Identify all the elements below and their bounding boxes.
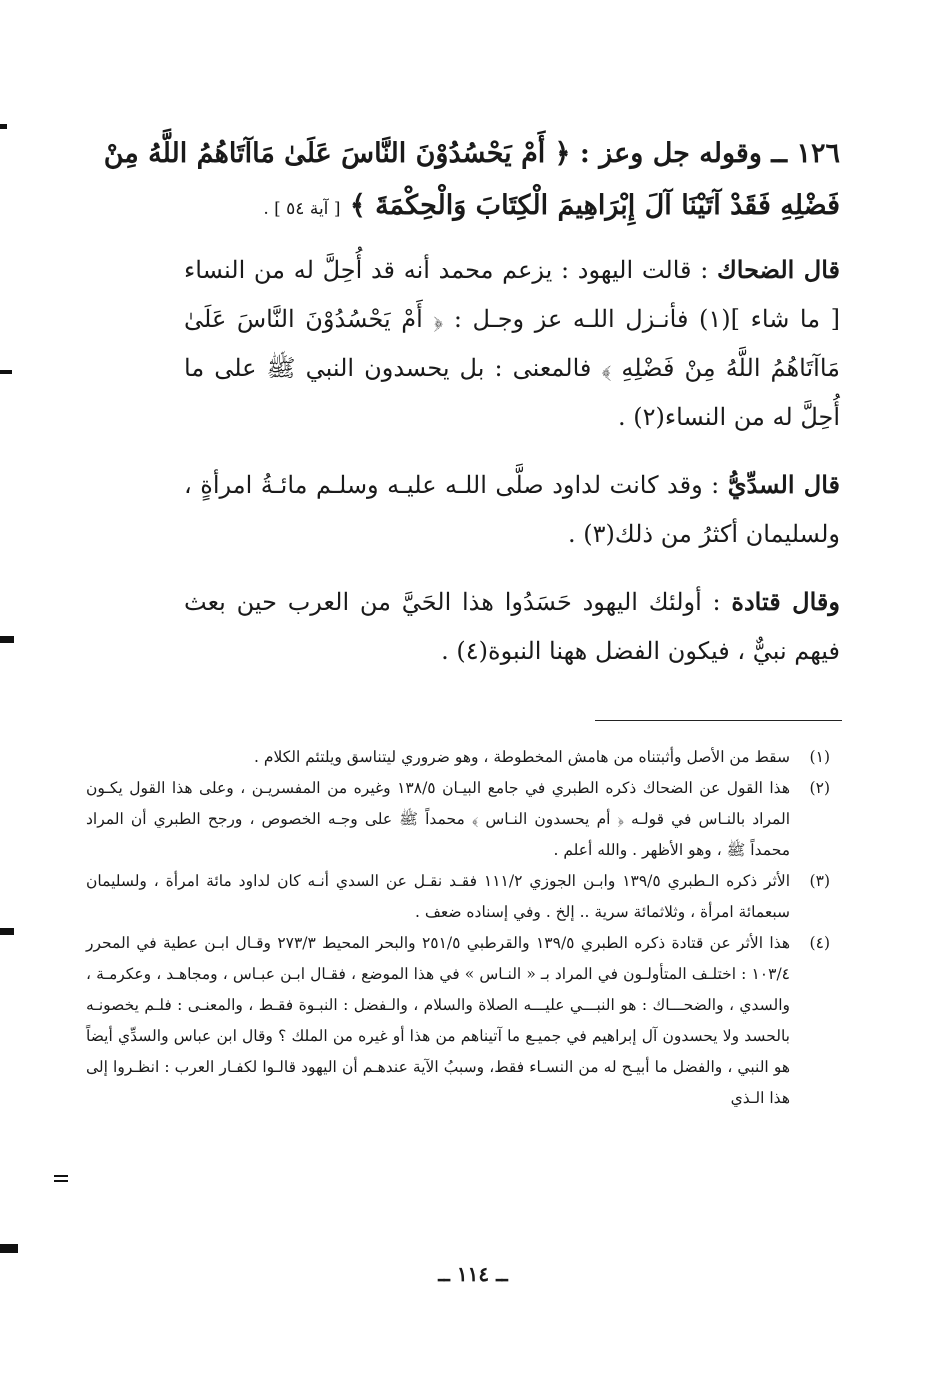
speaker-name: قال الضحاك xyxy=(716,255,840,284)
paragraph-text: : وقد كانت لداود صلَّى اللـه عليـه وسلـم مائـةُ امرأةٍ ، ولسليمان أكثرُ من ذلك(٣) . xyxy=(184,471,840,548)
footnote-text: هذا الأثر عن قتادة ذكره الطبري ١٣٩/٥ والقرطبي ٢٥١/٥ والبحر المحيط ٢٧٣/٣ وقـال ابـن عطية في المحرر ١٠٣/٤ : اختلـف المتأولـون في المراد بـ « النـاس » في هذا الموضع ، فقـال ابـن عبـاس ، ومجاهـد ، وعكرمـة ، والسدي ، والضحـــاك : هو النبـــي عليـــه الصلاة والسلام ، والـفضل : النبـوة فقـط ، والمعنـى : فلـم يخصونـه بالحسد ولا يحسدون آل إبراهيم في جميـع ما آتيناهم من هذا أو غيره من الملك ؟ وقال ابن عباس والسدِّي أيضاً هو النبي ، والفضل ما أبيـح له من النسـاء فقط، وسببُ الآية عندهـم أن اليهود قالـوا لكفـار العرب : انظـروا إلى هذا الـذي xyxy=(86,934,790,1107)
paragraph-text: : أولئك اليهود حَسَدُوا هذا الحَيَّ من العرب حين بعث فيهم نبيٌّ ، فيكون الفضل ههنا النبوة(٤) . xyxy=(184,588,840,665)
scan-mark xyxy=(0,124,7,129)
main-text xyxy=(80,128,840,694)
footnote xyxy=(86,866,830,928)
verse-reference: [ آية ٥٤ ] . xyxy=(263,199,341,219)
scan-mark xyxy=(0,928,14,935)
footnote xyxy=(86,928,830,1114)
heading-entry xyxy=(80,128,840,235)
page-number: ــ ١١٤ ــ xyxy=(438,1262,508,1286)
footnote xyxy=(86,773,830,866)
paragraph-dahhak xyxy=(80,245,840,442)
speaker-name: قال السدِّيُّ xyxy=(727,470,840,499)
footnotes xyxy=(86,742,830,1114)
scan-mark xyxy=(54,1175,68,1177)
footnote-text: هذا القول عن الضحاك ذكره الطبري في جامع البيـان ١٣٨/٥ وغيره من المفسريـن ، وعلى هذا القول يكـون المراد بالنـاس في قولـه ﴿ أم يحسدون النـاس ﴾ محمداً ﷺ على وجـه الخصوص ، ورجح الطبري أن المراد محمداً ﷺ ، وهو الأظهر . والله أعلم . xyxy=(86,779,790,859)
heading-line-2-text: فَضْلِهِ فَقَدْ آتَيْنَا آلَ إِبْرَاهِيمَ الْكِتَابَ وَالْحِكْمَةَ ﴾ xyxy=(349,190,840,221)
scan-mark xyxy=(0,370,12,374)
footnote-text: الأثر ذكره الـطبري ١٣٩/٥ وابـن الجوزي ١١١/٢ فقـد نقـل عن السدي أنـه كان لداود مائة امرأة ، ولسليمان سبعمائة امرأة ، وثلاثمائة سرية .. إلخ . وفي إسناده ضعف . xyxy=(86,872,790,921)
heading-line-1: ١٢٦ ــ وقوله جل وعز : ﴿ أَمْ يَحْسُدُوْنَ النَّاسَ عَلَىٰ مَاآتَاهُمُ اللَّهُ مِنْ xyxy=(103,138,840,169)
footnote-number: (١) xyxy=(809,748,830,766)
footnote-text: سقط من الأصل وأثبتناه من هامش المخطوطة ، وهو ضروري ليتناسق ويلتئم الكلام . xyxy=(254,748,790,766)
speaker-name: وقال قتادة xyxy=(731,587,840,616)
footnote-separator xyxy=(595,720,842,721)
paragraph-qatada xyxy=(80,577,840,676)
scan-mark xyxy=(54,1180,68,1182)
scan-mark xyxy=(0,1244,18,1253)
footnote-number: (٤) xyxy=(809,934,830,952)
paragraph-text: : قالت اليهود : يزعم محمد أنه قد أُحِلَّ له من النساء [ ما شاء ](١) فأنـزل اللـه عز وجـل : ﴿ أَمْ يَحْسُدُوْنَ النَّاسَ عَلَىٰ مَاآتَاهُمُ اللَّهُ مِنْ فَضْلِهِ ﴾ فالمعنى : بل يحسدون النبي ﷺ على ما أُحِلَّ له من النساء(٢) . xyxy=(184,256,840,431)
paragraph-suddi xyxy=(80,460,840,559)
footnote-number: (٣) xyxy=(809,872,830,890)
scan-mark xyxy=(0,636,14,643)
heading-line-2 xyxy=(80,180,840,235)
footnote-number: (٢) xyxy=(809,779,830,797)
footnote xyxy=(86,742,830,773)
